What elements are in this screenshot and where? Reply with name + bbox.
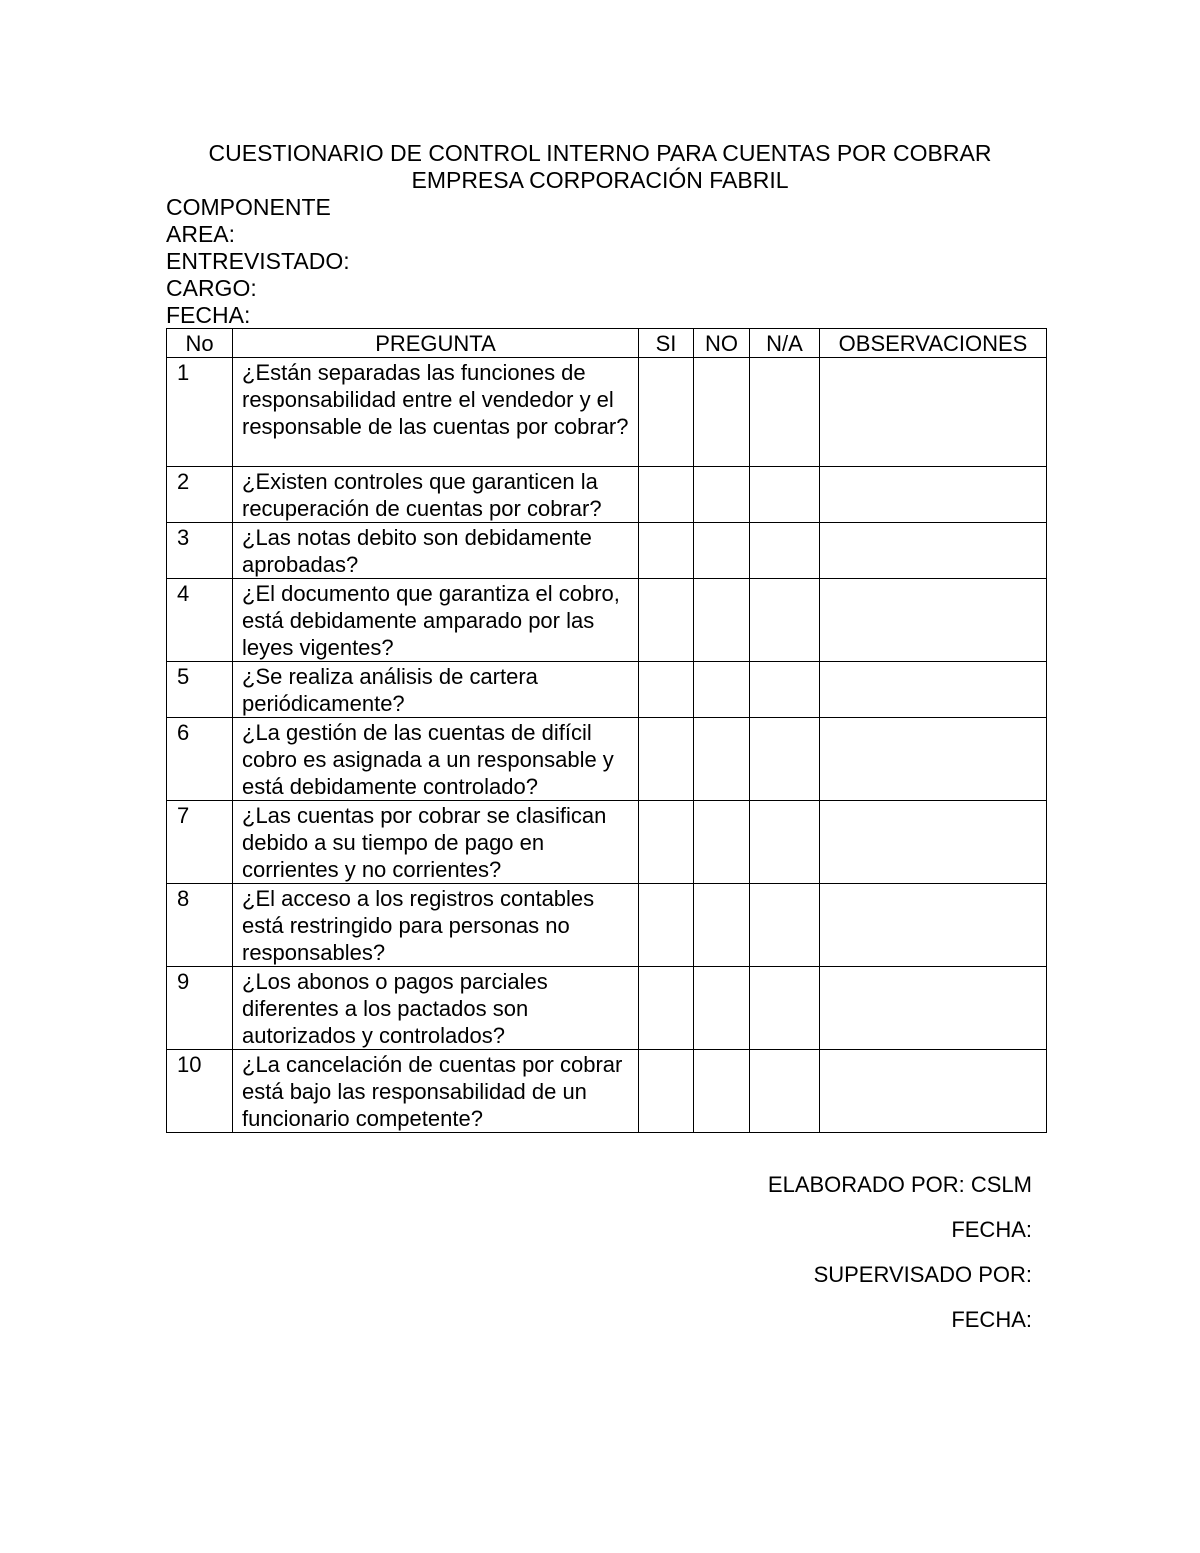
answer-na-cell[interactable] <box>750 579 820 662</box>
header-si: SI <box>639 329 694 358</box>
observaciones-cell[interactable] <box>820 967 1047 1050</box>
interview-fields <box>166 194 350 329</box>
header-no-answer: NO <box>694 329 750 358</box>
answer-si-cell[interactable] <box>639 801 694 884</box>
table-row <box>167 467 1047 523</box>
row-number: 1 <box>167 358 233 467</box>
row-number: 9 <box>167 967 233 1050</box>
header-no: No <box>167 329 233 358</box>
row-number: 7 <box>167 801 233 884</box>
header-na: N/A <box>750 329 820 358</box>
table-row <box>167 662 1047 718</box>
answer-si-cell[interactable] <box>639 718 694 801</box>
row-question: ¿Las notas debito son debidamente aprobadas? <box>233 523 639 579</box>
table-row <box>167 967 1047 1050</box>
header-pregunta: PREGUNTA <box>233 329 639 358</box>
observaciones-cell[interactable] <box>820 662 1047 718</box>
field-componente: COMPONENTE <box>166 194 331 220</box>
answer-na-cell[interactable] <box>750 718 820 801</box>
answer-no-cell[interactable] <box>694 467 750 523</box>
row-number: 10 <box>167 1050 233 1133</box>
table-row <box>167 718 1047 801</box>
observaciones-cell[interactable] <box>820 801 1047 884</box>
field-cargo: CARGO: <box>166 275 257 301</box>
row-question: ¿Existen controles que garanticen la recuperación de cuentas por cobrar? <box>233 467 639 523</box>
answer-si-cell[interactable] <box>639 884 694 967</box>
row-question: ¿Las cuentas por cobrar se clasifican debido a su tiempo de pago en corrientes y no corrientes? <box>233 801 639 884</box>
answer-no-cell[interactable] <box>694 358 750 467</box>
answer-na-cell[interactable] <box>750 884 820 967</box>
questionnaire-table <box>166 328 1047 1133</box>
row-question: ¿La gestión de las cuentas de difícil cobro es asignada a un responsable y está debidamente controlado? <box>233 718 639 801</box>
row-number: 2 <box>167 467 233 523</box>
table-row <box>167 579 1047 662</box>
answer-si-cell[interactable] <box>639 467 694 523</box>
answer-no-cell[interactable] <box>694 718 750 801</box>
observaciones-cell[interactable] <box>820 467 1047 523</box>
field-entrevistado: ENTREVISTADO: <box>166 248 350 274</box>
table-header-row <box>167 329 1047 358</box>
answer-na-cell[interactable] <box>750 467 820 523</box>
row-question: ¿El documento que garantiza el cobro, está debidamente amparado por las leyes vigentes? <box>233 579 639 662</box>
observaciones-cell[interactable] <box>820 884 1047 967</box>
row-question: ¿La cancelación de cuentas por cobrar está bajo las responsabilidad de un funcionario competente? <box>233 1050 639 1133</box>
row-question: ¿Los abonos o pagos parciales diferentes a los pactados son autorizados y controlados? <box>233 967 639 1050</box>
header-observaciones: OBSERVACIONES <box>820 329 1047 358</box>
answer-na-cell[interactable] <box>750 967 820 1050</box>
company-name: EMPRESA CORPORACIÓN FABRIL <box>411 167 789 193</box>
answer-no-cell[interactable] <box>694 967 750 1050</box>
answer-si-cell[interactable] <box>639 662 694 718</box>
row-number: 8 <box>167 884 233 967</box>
fecha-supervisado: FECHA: <box>951 1307 1032 1332</box>
answer-no-cell[interactable] <box>694 523 750 579</box>
answer-na-cell[interactable] <box>750 1050 820 1133</box>
row-question: ¿El acceso a los registros contables está restringido para personas no responsables? <box>233 884 639 967</box>
row-number: 4 <box>167 579 233 662</box>
field-area: AREA: <box>166 221 236 247</box>
row-question: ¿Están separadas las funciones de responsabilidad entre el vendedor y el responsable de las cuentas por cobrar? <box>233 358 639 467</box>
answer-si-cell[interactable] <box>639 523 694 579</box>
table-row <box>167 358 1047 467</box>
answer-no-cell[interactable] <box>694 1050 750 1133</box>
observaciones-cell[interactable] <box>820 579 1047 662</box>
answer-na-cell[interactable] <box>750 801 820 884</box>
observaciones-cell[interactable] <box>820 1050 1047 1133</box>
answer-si-cell[interactable] <box>639 579 694 662</box>
field-fecha: FECHA: <box>166 302 251 328</box>
answer-si-cell[interactable] <box>639 1050 694 1133</box>
table-row <box>167 1050 1047 1133</box>
row-number: 5 <box>167 662 233 718</box>
row-number: 6 <box>167 718 233 801</box>
answer-no-cell[interactable] <box>694 801 750 884</box>
table-row <box>167 523 1047 579</box>
observaciones-cell[interactable] <box>820 358 1047 467</box>
row-number: 3 <box>167 523 233 579</box>
table-row <box>167 801 1047 884</box>
observaciones-cell[interactable] <box>820 718 1047 801</box>
answer-na-cell[interactable] <box>750 523 820 579</box>
answer-si-cell[interactable] <box>639 967 694 1050</box>
answer-si-cell[interactable] <box>639 358 694 467</box>
answer-na-cell[interactable] <box>750 662 820 718</box>
row-question: ¿Se realiza análisis de cartera periódicamente? <box>233 662 639 718</box>
answer-no-cell[interactable] <box>694 579 750 662</box>
table-row <box>167 884 1047 967</box>
elaborado-por: ELABORADO POR: CSLM <box>767 1172 1032 1197</box>
answer-na-cell[interactable] <box>750 358 820 467</box>
answer-no-cell[interactable] <box>694 884 750 967</box>
observaciones-cell[interactable] <box>820 523 1047 579</box>
fecha-elaborado: FECHA: <box>951 1217 1032 1242</box>
document-title: CUESTIONARIO DE CONTROL INTERNO PARA CUENTAS POR COBRAR <box>208 140 992 166</box>
supervisado-por: SUPERVISADO POR: <box>813 1262 1032 1287</box>
answer-no-cell[interactable] <box>694 662 750 718</box>
